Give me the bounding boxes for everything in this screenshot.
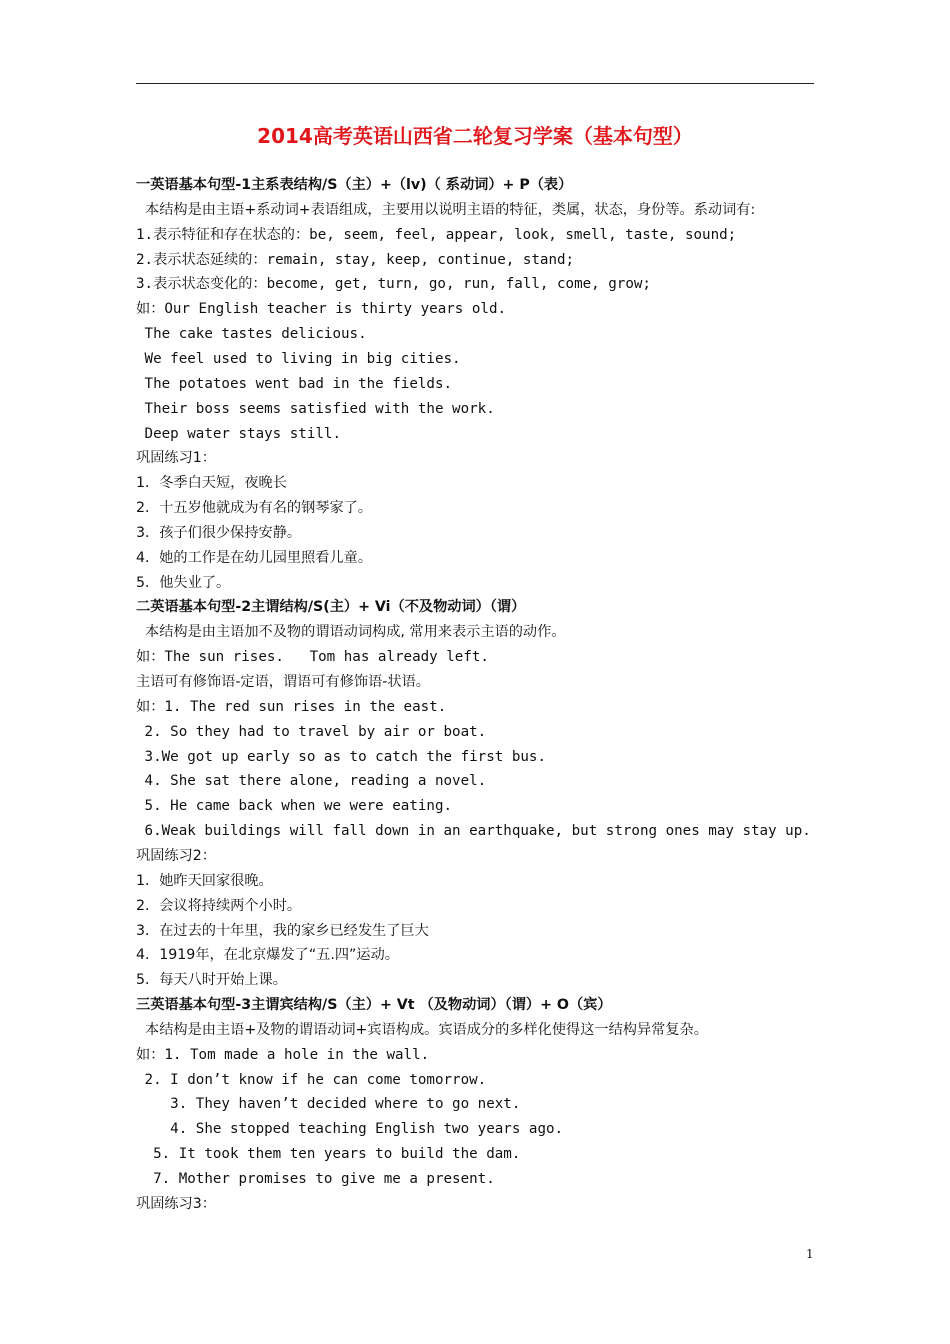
text-line: Deep water stays still. [136,425,341,442]
text-line: 5．每天八时开始上课。 [136,972,287,989]
header-rule [136,83,814,84]
text-line: 7. Mother promises to give me a present. [136,1171,495,1187]
text-line: 巩固练习1： [136,450,216,467]
text-line: 2.表示状态延续的：remain, stay, keep, continue, stand; [136,251,575,268]
text-line: 本结构是由主语+及物的谓语动词+宾语构成。宾语成分的多样化使得这一结构异常复杂。 [136,1021,708,1038]
text-line: 6.Weak buildings will fall down in an earthquake, but strong ones may stay up. [136,823,811,840]
text-line: 2. I don’t know if he can come tomorrow. [136,1071,487,1088]
text-line: 5．他失业了。 [136,574,231,591]
text-line: 主语可有修饰语-定语，谓语可有修饰语-状语。 [136,674,430,690]
document-title: 2014高考英语山西省二轮复习学案（基本句型） [257,124,693,148]
text-line: 2．会议将持续两个小时。 [136,897,302,914]
text-line: 3．在过去的十年里，我的家乡已经发生了巨大 [136,922,429,939]
page-number: 1 [806,1247,814,1261]
text-line: 3.We got up early so as to catch the first bus. [136,748,546,765]
text-line: The potatoes went bad in the fields. [136,375,453,392]
section-heading: 三英语基本句型-3主谓宾结构/S（主）+ Vt （及物动词）（谓）+ O（宾） [136,997,612,1014]
text-line: 4. She sat there alone, reading a novel. [136,773,487,790]
text-line: 3．孩子们很少保持安静。 [136,524,302,541]
text-line: 3.表示状态变化的：become, get, turn, go, run, fall, come, grow; [136,276,651,293]
section-heading: 一英语基本句型-1主系表结构/S（主）+（lv)（ 系动词）+ P（表） [136,177,573,193]
text-line: 1．她昨天回家很晚。 [136,872,273,889]
text-line: 3. They haven’t decided where to go next. [136,1096,521,1113]
text-line: 本结构是由主语加不及物的谓语动词构成, 常用来表示主语的动作。 [136,624,566,641]
text-line: 4. She stopped teaching English two years ago. [136,1121,564,1138]
text-line: The cake tastes delicious. [136,326,367,343]
text-line: 如：Our English teacher is thirty years old. [136,301,507,318]
text-line: 2．十五岁他就成为有名的钢琴家了。 [136,500,373,517]
text-line: Their boss seems satisfied with the work. [136,400,495,417]
text-line: 2. So they had to travel by air or boat. [136,723,487,740]
text-line: 5. It took them ten years to build the dam. [136,1146,521,1163]
text-line: We feel used to living in big cities. [136,350,461,367]
text-line: 1．冬季白天短，夜晚长 [136,475,287,492]
text-line: 巩固练习2： [136,847,216,864]
text-line: 5. He came back when we were eating. [136,798,453,815]
text-line: 4．她的工作是在幼儿园里照看儿童。 [136,549,373,566]
text-line: 如：1. The red sun rises in the east. [136,698,447,715]
text-line: 如：1. Tom made a hole in the wall. [136,1046,430,1063]
text-line: 如：The sun rises. Tom has already left. [136,649,489,666]
text-line: 巩固练习3： [136,1195,216,1212]
text-line: 本结构是由主语+系动词+表语组成，主要用以说明主语的特征，类属，状态，身份等。系动词有: [136,201,756,218]
text-line: 1.表示特征和存在状态的：be, seem, feel, appear, look, smell, taste, sound; [136,226,737,243]
text-line: 4．1919年，在北京爆发了“五.四”运动。 [136,947,399,964]
section-heading: 二英语基本句型-2主谓结构/S(主）+ Vi（不及物动词）（谓） [136,599,526,616]
